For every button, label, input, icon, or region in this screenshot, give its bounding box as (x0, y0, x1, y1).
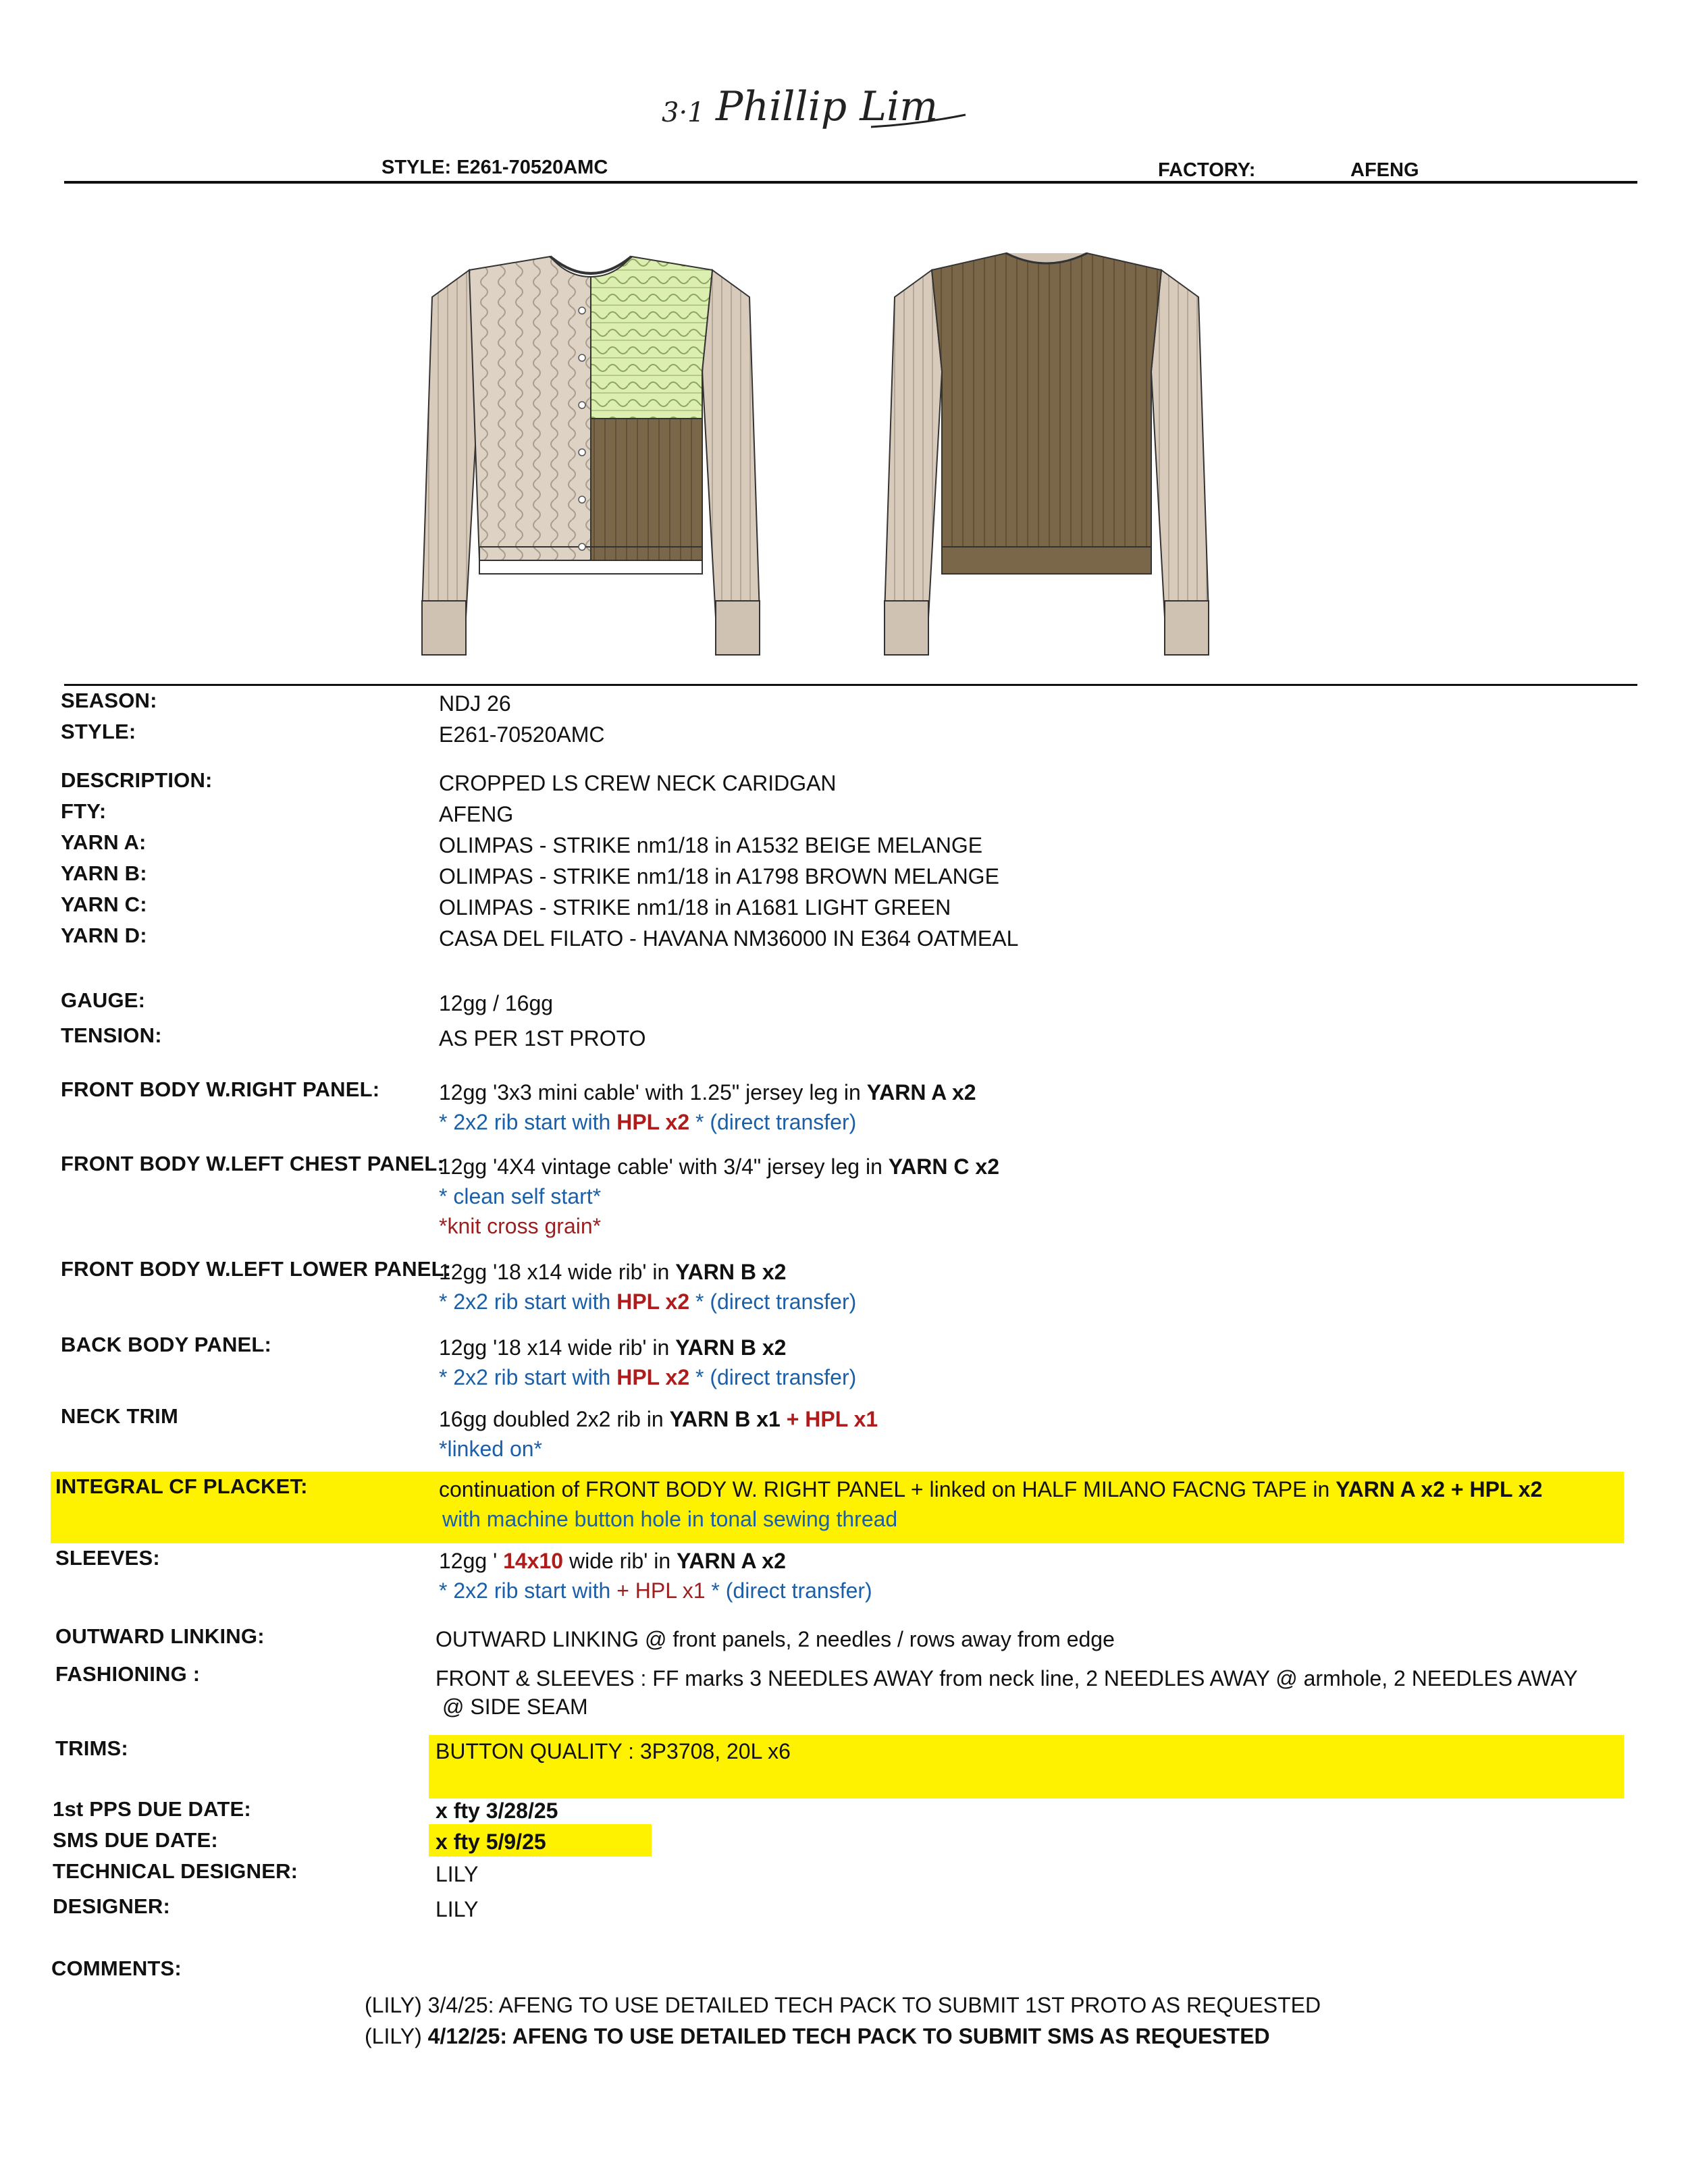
outward-linking-value: OUTWARD LINKING @ front panels, 2 needles / rows away from edge (436, 1627, 1115, 1651)
front-left-chest-line3: *knit cross grain* (439, 1214, 602, 1238)
pps-due-label: 1st PPS DUE DATE: (53, 1797, 251, 1821)
factory-label: FACTORY: (1158, 159, 1256, 181)
fashioning-label: FASHIONING : (55, 1662, 201, 1686)
sms-due-label: SMS DUE DATE: (53, 1828, 218, 1852)
tension-label: TENSION: (61, 1023, 162, 1047)
yarn-a-value: OLIMPAS - STRIKE nm1/18 in A1532 BEIGE MELANGE (439, 833, 983, 857)
front-left-lower-line1: 12gg '18 x14 wide rib' in YARN B x2 (439, 1260, 787, 1284)
description-label: DESCRIPTION: (61, 768, 213, 792)
designer-label: DESIGNER: (53, 1894, 171, 1918)
comment-2: (LILY) 4/12/25: AFENG TO USE DETAILED TECH PACK TO SUBMIT SMS AS REQUESTED (365, 2024, 1270, 2048)
sleeves-line2: * 2x2 rib start with + HPL x1 * (direct transfer) (439, 1578, 872, 1603)
brand-logo (648, 68, 972, 142)
front-sketch (405, 236, 776, 668)
tech-designer-label: TECHNICAL DESIGNER: (53, 1859, 298, 1883)
front-left-chest-line1: 12gg '4X4 vintage cable' with 3/4" jersey leg in YARN C x2 (439, 1154, 999, 1179)
comment-1: (LILY) 3/4/25: AFENG TO USE DETAILED TECH PACK TO SUBMIT 1ST PROTO AS REQUESTED (365, 1993, 1321, 2017)
back-body-line2: * 2x2 rib start with HPL x2 * (direct transfer) (439, 1365, 857, 1389)
neck-trim-label: NECK TRIM (61, 1404, 179, 1428)
style-row-value: E261-70520AMC (439, 722, 605, 747)
comments-label: COMMENTS: (51, 1956, 182, 1980)
fty-value: AFENG (439, 802, 514, 826)
sms-due-value: x fty 5/9/25 (436, 1830, 546, 1854)
back-sketch (871, 236, 1222, 668)
back-body-line1: 12gg '18 x14 wide rib' in YARN B x2 (439, 1335, 787, 1360)
fty-label: FTY: (61, 799, 107, 823)
front-left-lower-line2: * 2x2 rib start with HPL x2 * (direct transfer) (439, 1289, 857, 1314)
front-left-chest-line2: * clean self start* (439, 1184, 602, 1208)
svg-text:3·1: 3·1 (662, 97, 705, 128)
yarn-b-label: YARN B: (61, 861, 147, 885)
neck-trim-line2: *linked on* (439, 1437, 542, 1461)
yarn-a-label: YARN A: (61, 830, 147, 854)
yarn-b-value: OLIMPAS - STRIKE nm1/18 in A1798 BROWN MELANGE (439, 864, 999, 888)
sleeves-label: SLEEVES: (55, 1546, 160, 1570)
pps-due-value: x fty 3/28/25 (436, 1799, 558, 1823)
front-right-label: FRONT BODY W.RIGHT PANEL: (61, 1077, 380, 1101)
yarn-d-value: CASA DEL FILATO - HAVANA NM36000 IN E364 OATMEAL (439, 926, 1019, 951)
gauge-value: 12gg / 16gg (439, 991, 554, 1015)
section-rule (64, 684, 1637, 686)
back-body-label: BACK BODY PANEL: (61, 1333, 272, 1356)
style-label: STYLE: E261-70520AMC (381, 157, 608, 178)
factory-value: AFENG (1350, 159, 1419, 181)
outward-linking-label: OUTWARD LINKING: (55, 1624, 265, 1648)
yarn-c-label: YARN C: (61, 893, 147, 916)
front-right-line2: * 2x2 rib start with HPL x2 * (direct transfer) (439, 1110, 857, 1134)
tech-designer-value: LILY (436, 1862, 479, 1886)
placket-label: INTEGRAL CF PLACKET: (55, 1474, 308, 1498)
description-value: CROPPED LS CREW NECK CARIDGAN (439, 771, 837, 795)
season-value: NDJ 26 (439, 691, 511, 716)
season-label: SEASON: (61, 689, 157, 712)
yarn-d-label: YARN D: (61, 924, 147, 947)
front-left-chest-label: FRONT BODY W.LEFT CHEST PANEL: (61, 1152, 445, 1175)
front-right-line1: 12gg '3x3 mini cable' with 1.25" jersey leg in YARN A x2 (439, 1080, 976, 1104)
yarn-c-value: OLIMPAS - STRIKE nm1/18 in A1681 LIGHT GREEN (439, 895, 951, 920)
style-row-label: STYLE: (61, 720, 136, 743)
trims-value: BUTTON QUALITY : 3P3708, 20L x6 (436, 1739, 791, 1763)
style-value: E261-70520AMC (456, 157, 608, 178)
trims-label: TRIMS: (55, 1736, 128, 1760)
svg-text:Phillip Lim: Phillip Lim (716, 83, 939, 130)
front-left-lower-label: FRONT BODY W.LEFT LOWER PANEL: (61, 1257, 452, 1281)
tension-value: AS PER 1ST PROTO (439, 1026, 646, 1050)
neck-trim-line1: 16gg doubled 2x2 rib in YARN B x1 + HPL x1 (439, 1407, 878, 1431)
gauge-label: GAUGE: (61, 988, 146, 1012)
header-rule (64, 181, 1637, 184)
sleeves-line1: 12gg ' 14x10 wide rib' in YARN A x2 (439, 1549, 786, 1573)
placket-line1: continuation of FRONT BODY W. RIGHT PANEL + linked on HALF MILANO FACNG TAPE in YARN A x2 + HPL x2 (439, 1477, 1543, 1501)
fashioning-line2: @ SIDE SEAM (442, 1695, 588, 1719)
designer-value: LILY (436, 1897, 479, 1921)
placket-line2: with machine button hole in tonal sewing thread (442, 1507, 898, 1531)
fashioning-line1: FRONT & SLEEVES : FF marks 3 NEEDLES AWAY from neck line, 2 NEEDLES AWAY @ armhole, 2 NEEDLES AWAY (436, 1666, 1578, 1690)
